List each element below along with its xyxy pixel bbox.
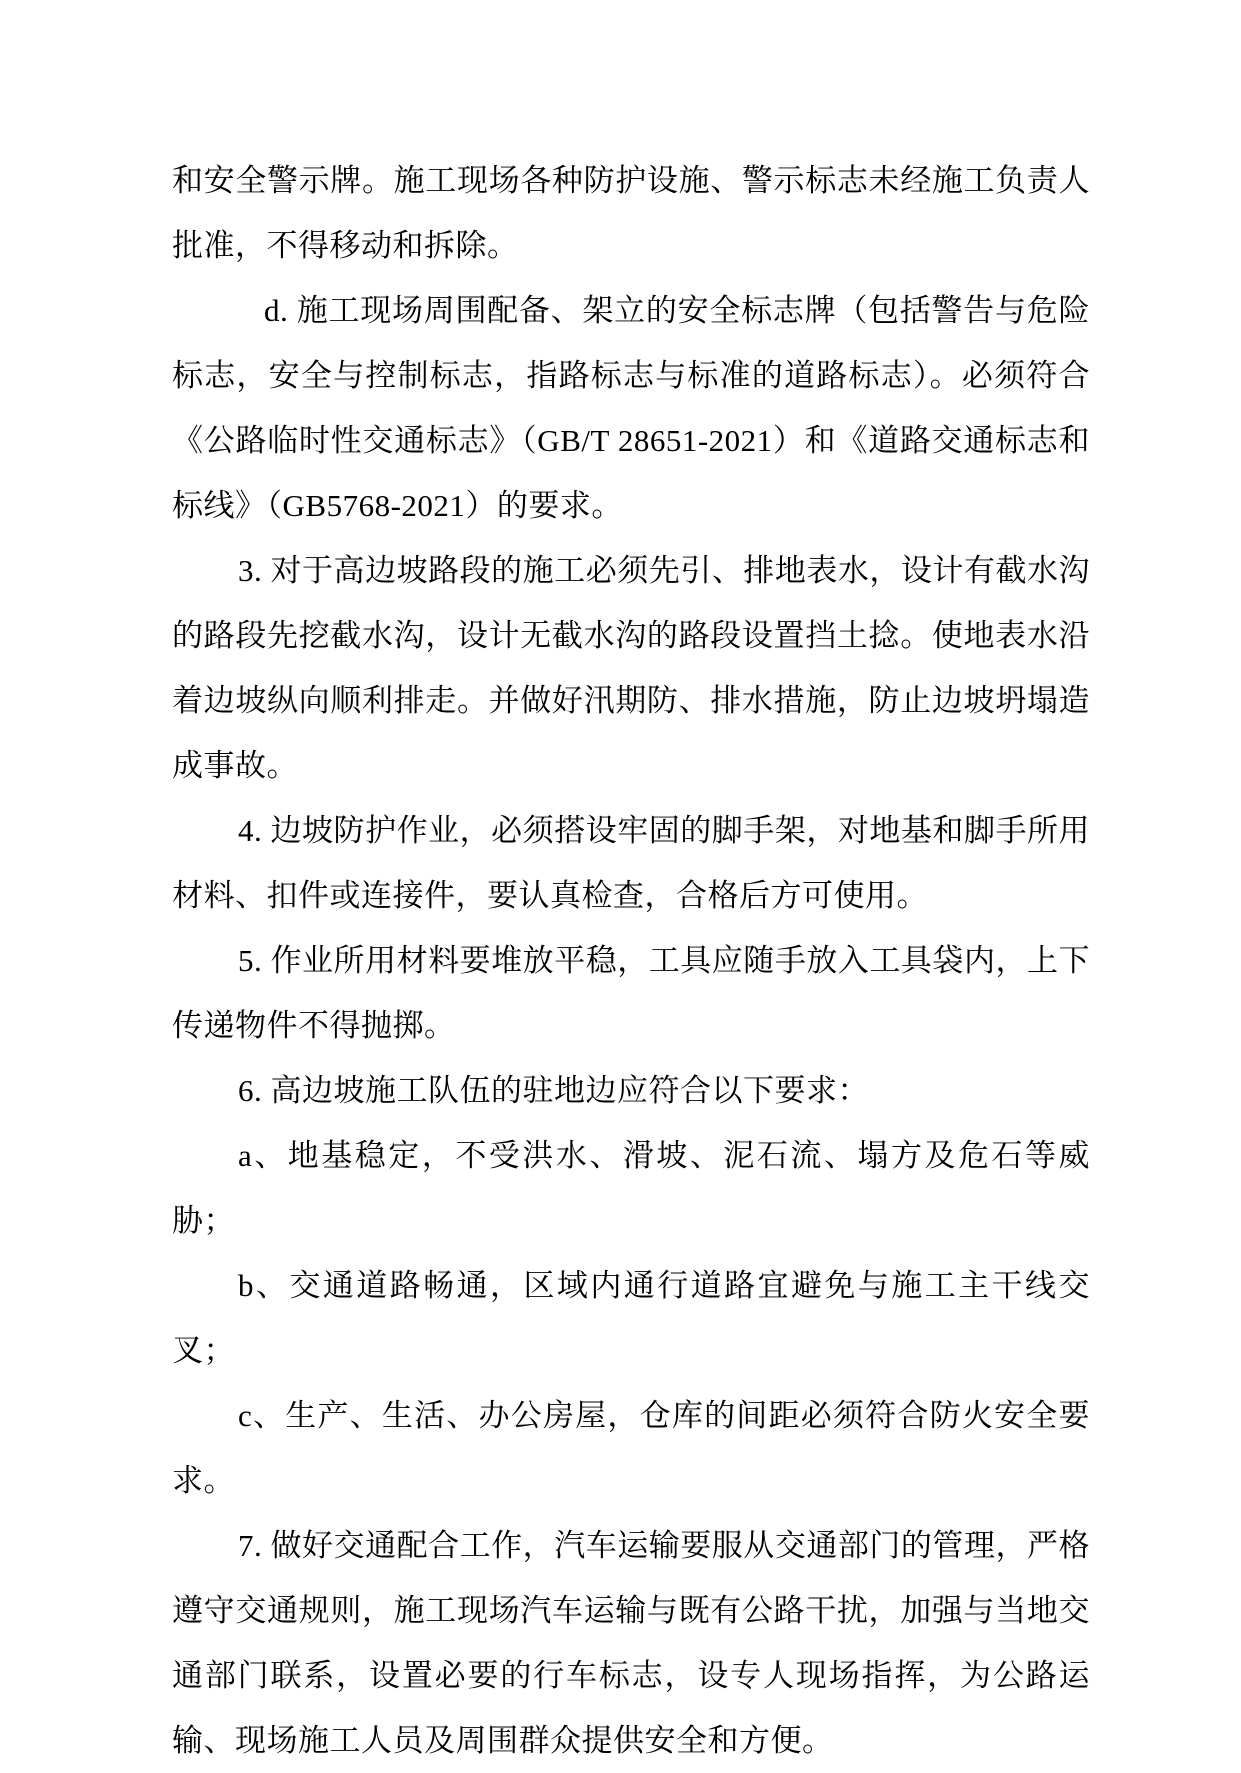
paragraph: d. 施工现场周围配备、架立的安全标志牌（包括警告与危险标志，安全与控制标志，指路标志与标准的道路标志）。必须符合《公路临时性交通标志》（GB/T 28651-2021）和《道路交通标志和标线》（GB5768-2021）的要求。 (172, 293, 1090, 523)
paragraph: b、交通道路畅通，区域内通行道路宜避免与施工主干线交叉； (172, 1268, 1090, 1368)
paragraph: c、生产、生活、办公房屋，仓库的间距必须符合防火安全要求。 (172, 1398, 1090, 1498)
paragraph: 5. 作业所用材料要堆放平稳，工具应随手放入工具袋内，上下传递物件不得抛掷。 (172, 943, 1090, 1043)
paragraph: 6. 高边坡施工队伍的驻地边应符合以下要求： (238, 1073, 869, 1108)
document-body (172, 148, 1090, 1773)
paragraph: 3. 对于高边坡路段的施工必须先引、排地表水，设计有截水沟的路段先挖截水沟，设计无截水沟的路段设置挡土捻。使地表水沿着边坡纵向顺利排走。并做好汛期防、排水措施，防止边坡坍塌造成事故。 (172, 553, 1090, 783)
paragraph: a、地基稳定，不受洪水、滑坡、泥石流、塌方及危石等威胁； (172, 1138, 1090, 1238)
paragraph: 7. 做好交通配合工作，汽车运输要服从交通部门的管理，严格遵守交通规则，施工现场汽车运输与既有公路干扰，加强与当地交通部门联系，设置必要的行车标志，设专人现场指挥，为公路运输、现场施工人员及周围群众提供安全和方便。 (172, 1528, 1090, 1758)
paragraph: 和安全警示牌。施工现场各种防护设施、警示标志未经施工负责人批准，不得移动和拆除。 (172, 163, 1090, 263)
paragraph: 4. 边坡防护作业，必须搭设牢固的脚手架，对地基和脚手所用材料、扣件或连接件，要认真检查，合格后方可使用。 (172, 813, 1090, 913)
